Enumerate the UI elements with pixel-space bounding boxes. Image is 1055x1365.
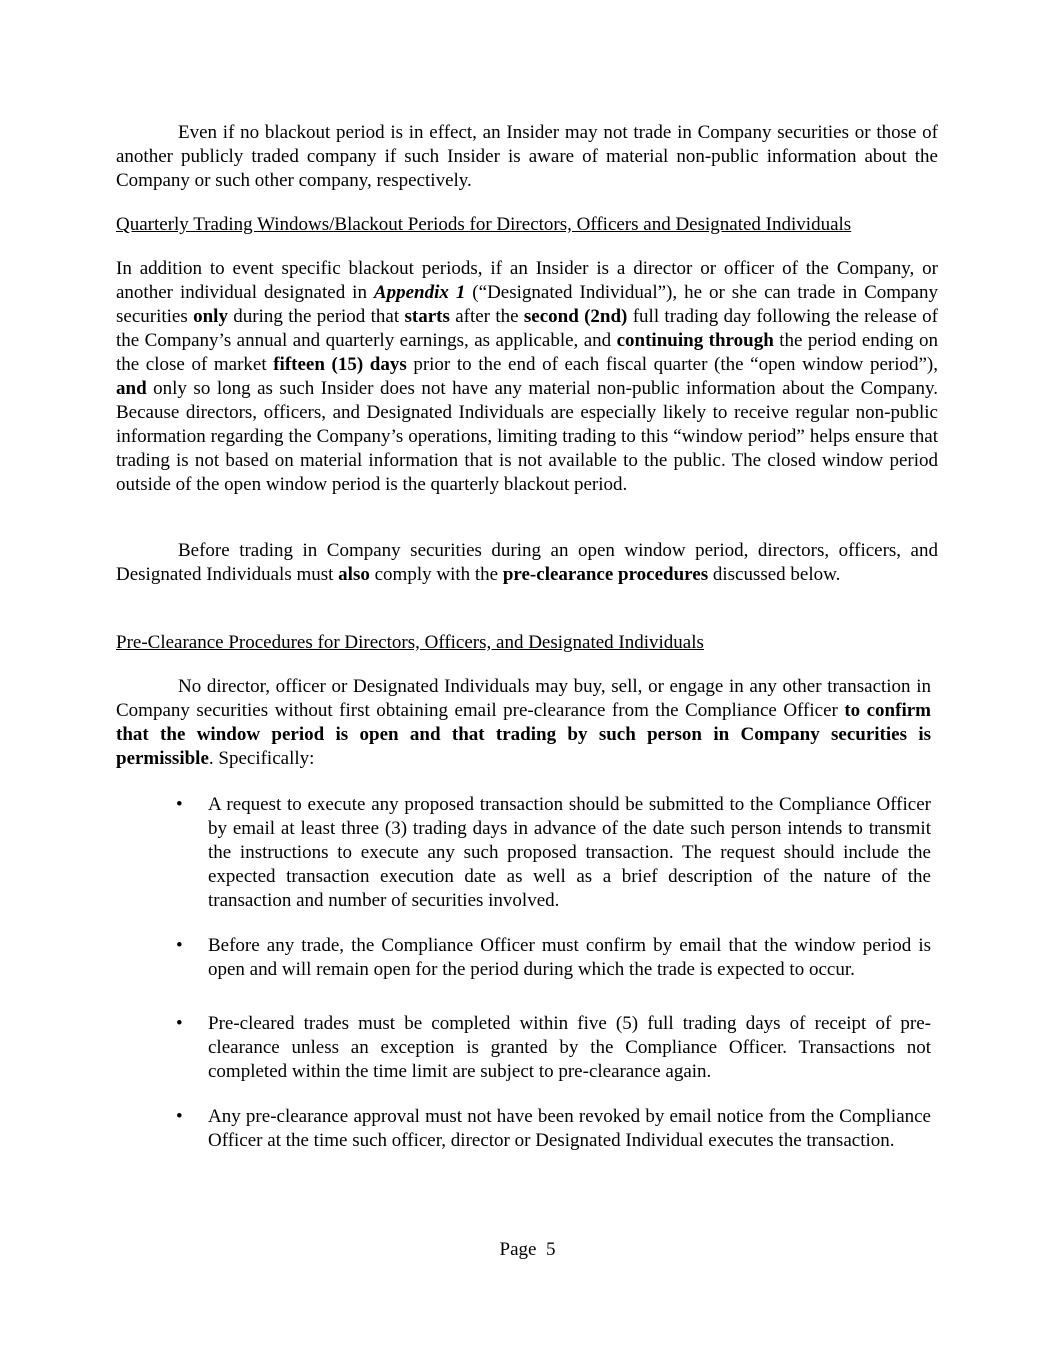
appendix-reference: Appendix 1 [373,282,466,303]
emphasis: only [193,306,228,327]
emphasis: to confirm that the window period is open and that trading by such person in Company securities is permissible [116,700,931,769]
list-item: Before any trade, the Compliance Officer must confirm by email that the window period is open and will remain open for the period during which the trade is expected to occur. [208,935,931,980]
list-item: Pre-cleared trades must be completed within five (5) full trading days of receipt of pre-clearance unless an exception is granted by the Compliance Officer. Transactions not completed within the time limit are subject to pre-clearance again. [208,1013,931,1082]
emphasis: starts [404,306,450,327]
paragraph-pre-clearance [116,675,931,771]
emphasis: and [116,378,147,399]
section-heading-pre-clearance: Pre-Clearance Procedures for Directors, Officers, and Designated Individuals [116,632,704,653]
emphasis: continuing through [616,330,774,351]
text: (“Designated Individual”), he or she can trade in Company securities [116,282,938,327]
section-heading-quarterly-windows: Quarterly Trading Windows/Blackout Periods for Directors, Officers and Designated Individuals [116,214,852,235]
bullet-icon: • [176,1106,183,1127]
text: comply with the [369,564,503,585]
bullet-icon: • [176,794,183,815]
emphasis: second (2nd) [523,306,628,327]
list-item: Any pre-clearance approval must not have been revoked by email notice from the Compliance Officer at the time such officer, director or Designated Individual executes the transaction. [208,1106,931,1151]
page-number: Page 5 [499,1239,556,1260]
text: No director, officer or Designated Individuals may buy, sell, or engage in any other transaction in Company securities without first obtaining email pre-clearance from the Compliance Officer [116,676,931,721]
text: after the [449,306,524,327]
text: full trading day following the release of the Company’s annual and quarterly earnings, as applicable, and [116,306,938,351]
text: discussed below. [708,564,841,585]
paragraph-insider-awareness: Even if no blackout period is in effect, an Insider may not trade in Company securities or those of another publicly traded company if such Insider is aware of material non-public information about the Company or such other company, respectively. [116,122,938,191]
paragraph-quarterly-windows [116,257,938,497]
list-item: A request to execute any proposed transaction should be submitted to the Compliance Officer by email at least three (3) trading days in advance of the date such person intends to transmit the instructions to execute any such proposed transaction. The request should include the expected transaction execution date as well as a brief description of the nature of the transaction and number of securities involved. [208,794,931,911]
text: . Specifically: [208,748,315,769]
text: Before trading in Company securities during an open window period, directors, officers, and Designated Individuals must [116,540,938,585]
text: only so long as such Insider does not have any material non-public information about the Company. Because directors, officers, and Designated Individuals are especially likely to receive regular non-public information regarding the Company’s operations, limiting trading to this “window period” helps ensure that trading is not based on material information that is not available to the public. The closed window period outside of the open window period is the quarterly blackout period. [116,378,938,495]
emphasis: also [338,564,370,585]
emphasis: pre-clearance procedures [502,564,709,585]
emphasis: fifteen (15) days [273,354,407,375]
text: during the period that [227,306,405,327]
paragraph-before-trading [116,539,938,587]
text: In addition to event specific blackout periods, if an Insider is a director or officer of the Company, or another individual designated in [116,258,938,303]
bullet-icon: • [176,935,183,956]
text: prior to the end of each fiscal quarter (the “open window period”), [406,354,938,375]
text: the period ending on the close of market [116,330,939,375]
bullet-icon: • [176,1013,183,1034]
